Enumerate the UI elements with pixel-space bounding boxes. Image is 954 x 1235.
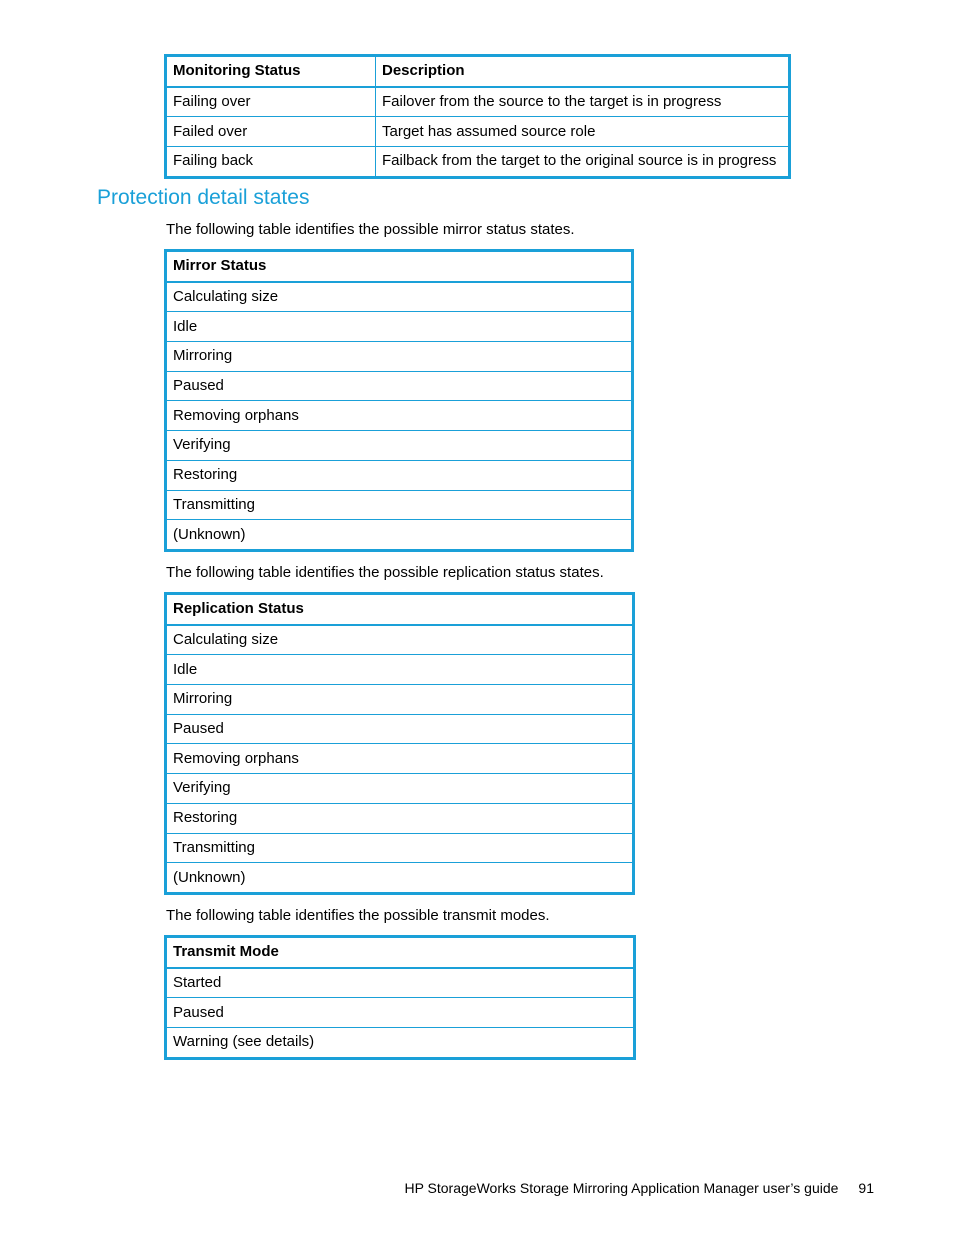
table-cell: Transmitting: [173, 838, 255, 856]
table-cell: Failing back: [167, 147, 376, 176]
table-cell: (Unknown): [173, 868, 246, 886]
table-row: [167, 146, 788, 176]
table-cell: Started: [173, 974, 222, 992]
table-cell: Transmitting: [173, 495, 255, 513]
table-cell: Restoring: [173, 809, 238, 827]
table-row: [167, 1027, 633, 1057]
mirror-status-table: [164, 249, 634, 552]
table-cell: Mirroring: [173, 347, 233, 365]
table-row: [167, 625, 632, 655]
table-cell: Verifying: [173, 779, 231, 797]
page-footer: [404, 1180, 874, 1196]
table-row: [167, 654, 632, 684]
table-cell: Verifying: [173, 436, 231, 454]
replication-status-table: [164, 592, 635, 895]
table-row: [167, 400, 631, 430]
table-cell: Paused: [173, 720, 224, 738]
table-header-row: [167, 938, 633, 968]
column-header: Monitoring Status: [167, 57, 376, 86]
table-row: [167, 743, 632, 773]
table-cell: Mirroring: [173, 690, 233, 708]
table-row: [167, 803, 632, 833]
table-row: [167, 714, 632, 744]
transmit-mode-table: [164, 935, 636, 1060]
table-cell: Failover from the source to the target is in progress: [382, 93, 722, 111]
table-row: [167, 490, 631, 520]
table-row: [167, 282, 631, 312]
table-row: [167, 341, 631, 371]
table-cell: Paused: [173, 377, 224, 395]
table-row: [167, 997, 633, 1027]
page-number: 91: [858, 1180, 874, 1196]
table-cell: Removing orphans: [173, 406, 299, 424]
table-header-row: [167, 252, 631, 282]
table-cell: Idle: [173, 660, 198, 678]
table-row: [167, 460, 631, 490]
table-cell: (Unknown): [173, 525, 246, 543]
column-header: Replication Status: [173, 600, 304, 618]
table-row: [167, 87, 788, 117]
table-row: [167, 862, 632, 892]
column-header: Mirror Status: [173, 257, 267, 275]
table-row: [167, 968, 633, 998]
table-cell: Idle: [173, 317, 198, 335]
mirror-intro-text: The following table identifies the possible mirror status states.: [166, 221, 575, 238]
table-header-row: [167, 57, 788, 87]
table-row: [167, 430, 631, 460]
table-cell: Calculating size: [173, 631, 279, 649]
section-heading: Protection detail states: [97, 186, 310, 209]
table-row: [167, 311, 631, 341]
monitoring-status-table: [164, 54, 791, 179]
footer-title: HP StorageWorks Storage Mirroring Application Manager user’s guide: [404, 1180, 839, 1196]
table-cell: Paused: [173, 1003, 224, 1021]
column-header: Transmit Mode: [173, 943, 279, 961]
table-cell: Calculating size: [173, 288, 279, 306]
table-cell: Removing orphans: [173, 749, 299, 767]
table-row: [167, 684, 632, 714]
column-header: Description: [382, 62, 465, 80]
table-cell: Failed over: [167, 117, 376, 146]
table-cell: Target has assumed source role: [382, 122, 596, 140]
table-row: [167, 371, 631, 401]
table-row: [167, 833, 632, 863]
table-row: [167, 773, 632, 803]
table-row: [167, 519, 631, 549]
table-cell: Restoring: [173, 466, 238, 484]
table-header-row: [167, 595, 632, 625]
transmit-intro-text: The following table identifies the possible transmit modes.: [166, 907, 550, 924]
table-cell: Failing over: [167, 88, 376, 117]
table-cell: Warning (see details): [173, 1033, 315, 1051]
replication-intro-text: The following table identifies the possible replication status states.: [166, 564, 604, 581]
table-row: [167, 116, 788, 146]
table-cell: Failback from the target to the original source is in progress: [382, 152, 777, 170]
